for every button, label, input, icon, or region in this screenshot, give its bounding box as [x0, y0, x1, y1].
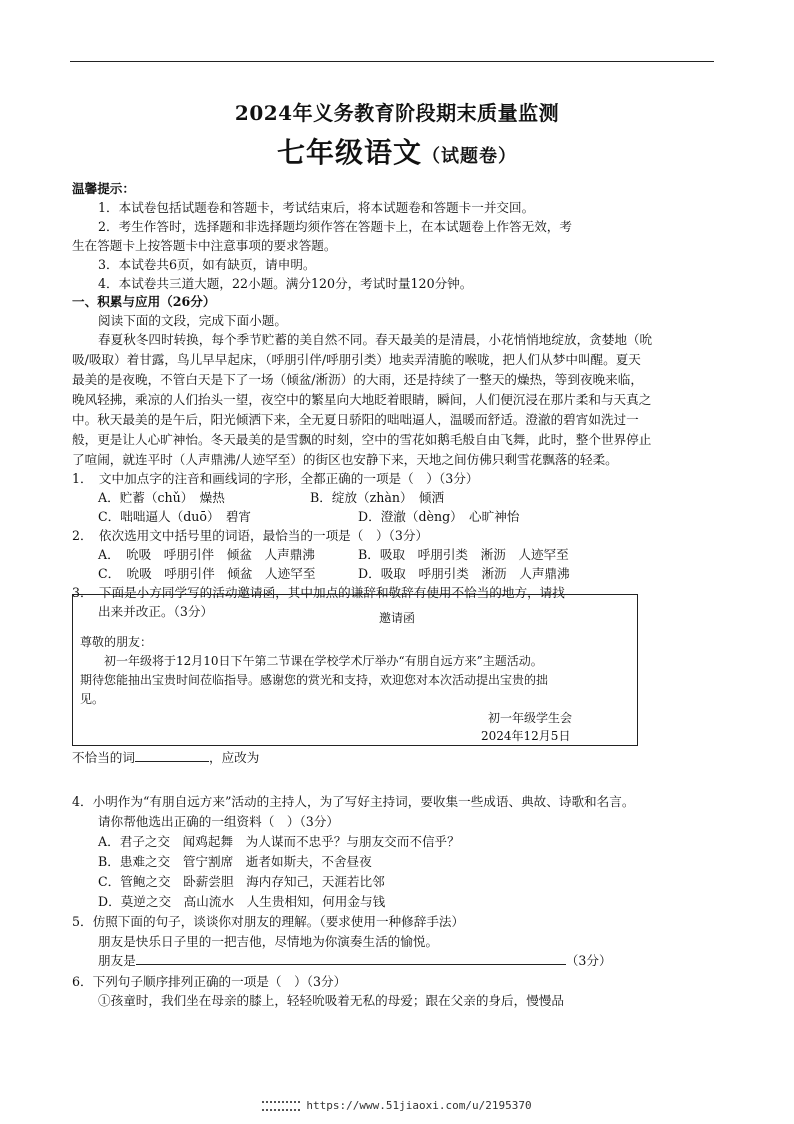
invitation-date: 2024年12月5日	[481, 729, 571, 743]
q5-example: 朋友是快乐日子里的一把吉他，尽情地为你演奏生活的愉悦。	[98, 934, 439, 949]
q5-answer-blank[interactable]	[136, 951, 566, 965]
q3-stem-cont: 出来并改正。（3分）	[98, 602, 213, 622]
section-heading: 一、积累与应用（26分）	[72, 294, 216, 309]
q4-option-a: A．君子之交 闻鸡起舞 为人谋而不忠乎？与朋友交而不信乎？	[98, 834, 460, 849]
notice-item-1: 1．本试卷包括试题卷和答题卡，考试结束后，将本试题卷和答题卡一并交回。	[98, 200, 535, 215]
q5-answer-line	[98, 951, 612, 971]
notice-heading: 温馨提示：	[72, 181, 135, 196]
passage-line-2: 吸/吸取）着甘露，鸟儿早早起床，（呼朋引伴/呼朋引类）地卖弄清脆的喉咙，把人们从梦中叫醒。夏天	[72, 352, 641, 367]
passage-line-3: 最美的是夜晚，不管白天是下了一场（倾盆/淅沥）的大雨，还是持续了一整天的燥热，等到夜晚来临，	[72, 372, 643, 387]
passage-line-6: 般，更是让人心旷神怡。冬天最美的是雪飘的时刻，空中的雪花如鹅毛般自由飞舞，此时，整个世界停止	[72, 432, 652, 447]
q1-option-a: A．贮蓄（chǔ） 燥热	[98, 490, 225, 505]
q2-option-d: D．吸取 呼朋引类 淅沥 人声鼎沸	[358, 566, 570, 581]
q3-answer-prefix: 不恰当的词	[72, 750, 135, 765]
q3-answer-blank-1[interactable]	[135, 748, 209, 762]
invitation-greeting: 尊敬的朋友：	[80, 635, 153, 649]
q5-stem: 5．仿照下面的句子，谈谈你对朋友的理解。（要求使用一种修辞手法）	[72, 914, 465, 929]
passage-line-7: 了喧闹，就连平时（人声鼎沸/人迹罕至）的街区也安静下来，天地之间仿佛只剩雪花飘落的轻柔。	[72, 452, 618, 467]
q1-option-d: D．澄澈（dèng） 心旷神怡	[358, 509, 520, 524]
q1-stem: 1． 文中加点字的注音和画线词的字形，全都正确的一项是（ ）（3分）	[72, 471, 479, 486]
q1-option-c: C．咄咄逼人（duō） 碧宵	[98, 509, 252, 524]
q2-option-a: A． 吮吸 呼朋引伴 倾盆 人声鼎沸	[98, 547, 315, 562]
invitation-title: 邀请函	[378, 611, 415, 625]
q1-option-b: B．绽放（zhàn） 倾洒	[310, 490, 445, 505]
q6-sentence-1: ①孩童时，我们坐在母亲的膝上，轻轻吮吸着无私的母爱；跟在父亲的身后，慢慢品	[98, 993, 564, 1008]
q5-score: （3分）	[565, 953, 612, 968]
q4-option-b: B．患难之交 管宁割席 逝者如斯夫，不舍昼夜	[98, 854, 372, 869]
q3-answer-suffix: ，应改为	[208, 750, 260, 765]
q3-answer-line	[72, 748, 259, 768]
subject-name: 七年级语文	[276, 136, 422, 169]
invitation-body-3: 见。	[80, 692, 105, 706]
passage-line-1: 春夏秋冬四时转换，每个季节贮蓄的美自然不同。春天最美的是清晨，小花悄悄地绽放，贪婪地（吮	[98, 332, 653, 347]
invitation-body-2: 期待您能抽出宝贵时间莅临指导。感谢您的赏光和支持，欢迎您对本次活动提出宝贵的拙	[80, 673, 549, 687]
passage-line-4: 晚风轻拂，乘凉的人们抬头一望，夜空中的繁星向大地眨着眼睛，瞬间，人们便沉浸在那片柔和与天真之	[72, 392, 652, 407]
header-rule	[70, 61, 714, 62]
invitation-signer: 初一年级学生会	[488, 711, 573, 725]
passage-line-5: 中。秋天最美的是午后，阳光倾洒下来，全无夏日骄阳的咄咄逼人，温暖而舒适。澄澈的碧宵如洗过一	[72, 412, 639, 427]
q4-option-d: D．莫逆之交 高山流水 人生贵相知，何用金与钱	[98, 894, 386, 909]
q3-stem: 3． 下面是小方同学写的活动邀请函，其中加点的谦辞和敬辞有使用不恰当的地方，请找	[72, 585, 565, 600]
q4-stem-cont: 请你帮他选出正确的一组资料（ ）（3分）	[98, 814, 339, 829]
q2-stem: 2． 依次选用文中括号里的词语，最恰当的一项是（ ）（3分）	[72, 528, 429, 543]
q2-option-c: C． 吮吸 呼朋引伴 倾盆 人迹罕至	[98, 566, 316, 581]
page-footer	[0, 1099, 794, 1112]
q6-stem: 6．下列句子顺序排列正确的一项是（ ）（3分）	[72, 974, 347, 989]
exam-title: 2024年义务教育阶段期末质量监测	[234, 101, 560, 125]
invitation-body-1: 初一年级将于12月10日下午第二节课在学校学术厅举办“有朋自远方来”主题活动。	[104, 654, 543, 668]
notice-item-2-cont: 生在答题卡上按答题卡中注意事项的要求答题。	[72, 238, 337, 253]
site-logo-icon	[262, 1101, 300, 1111]
notice-item-2: 2．考生作答时，选择题和非选择题均须作答在答题卡上，在本试题卷上作答无效，考	[98, 219, 572, 234]
subject-title	[0, 131, 794, 171]
paper-type: （试题卷）	[422, 146, 517, 167]
notice-item-4: 4．本试卷共三道大题，22小题。满分120分，考试时量120分钟。	[98, 276, 473, 291]
q5-prompt: 朋友是	[98, 953, 136, 968]
notice-item-3: 3．本试卷共6页，如有缺页，请申明。	[98, 257, 316, 272]
reading-instruction: 阅读下面的文段，完成下面小题。	[98, 313, 287, 328]
footer-url[interactable]: https://www.51jiaoxi.com/u/2195370	[306, 1099, 532, 1112]
q2-option-b: B．吸取 呼朋引类 淅沥 人迹罕至	[358, 547, 569, 562]
q4-option-c: C．管鲍之交 卧薪尝胆 海内存知己，天涯若比邻	[98, 874, 385, 889]
q4-stem: 4．小明作为“有朋自远方来”活动的主持人，为了写好主持词，要收集一些成语、典故、诗歌和名言。	[72, 794, 635, 809]
